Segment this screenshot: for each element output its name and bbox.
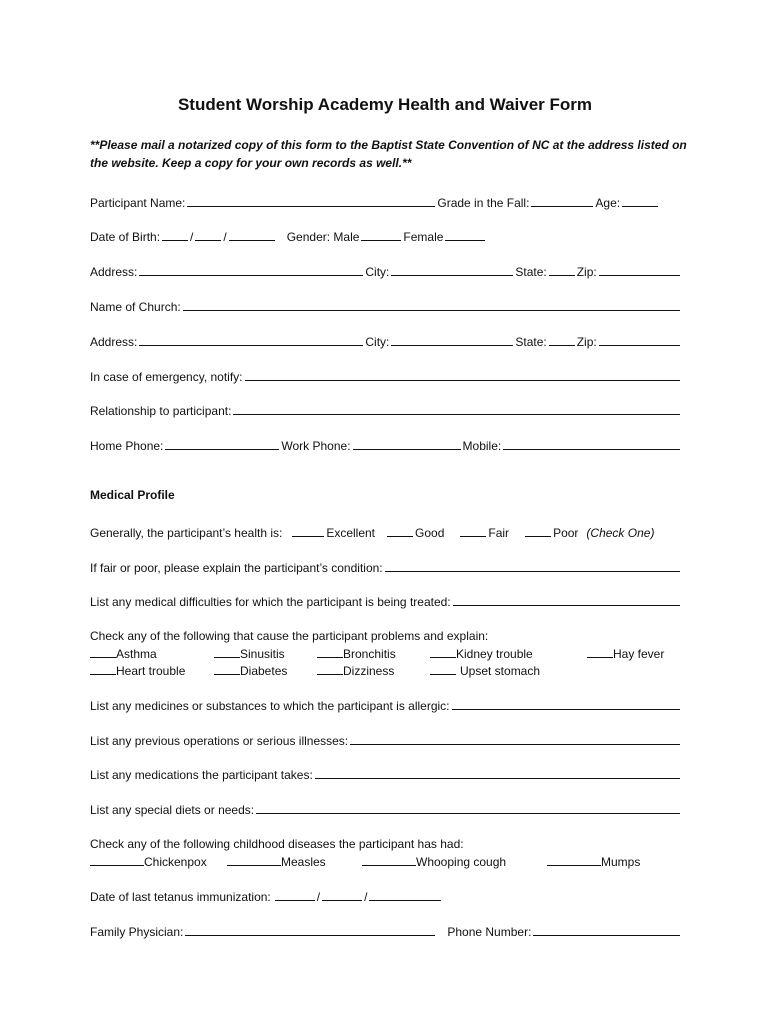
difficulties-field[interactable] xyxy=(453,592,680,606)
address-label: Address: xyxy=(90,265,138,279)
excellent-field[interactable] xyxy=(292,523,324,537)
church-city-field[interactable] xyxy=(391,332,513,346)
explain-field[interactable] xyxy=(385,558,680,572)
dob-slash-2: / xyxy=(223,230,227,244)
work-phone-field[interactable] xyxy=(353,436,461,450)
emergency-label: In case of emergency, notify: xyxy=(90,370,243,384)
tetanus-month-field[interactable] xyxy=(275,887,315,901)
disease-whooping-cough[interactable]: Whooping cough xyxy=(362,852,506,871)
church-zip-field[interactable] xyxy=(599,332,680,346)
childhood-label: Check any of the following childhood diseases the participant has had: xyxy=(90,837,464,851)
tetanus-slash-1: / xyxy=(316,890,321,904)
emergency-row xyxy=(90,367,680,385)
church-row xyxy=(90,297,680,315)
medications-field[interactable] xyxy=(315,765,680,779)
work-phone-label: Work Phone: xyxy=(281,439,351,453)
physician-label: Family Physician: xyxy=(90,925,184,939)
age-label: Age: xyxy=(595,196,621,210)
problems-label: Check any of the following that cause the participant problems and explain: xyxy=(90,629,489,643)
phones-row xyxy=(90,436,680,454)
medications-label: List any medications the participant takes: xyxy=(90,768,313,782)
state-label: State: xyxy=(515,265,547,279)
form-title: Student Worship Academy Health and Waiver Form xyxy=(177,95,593,114)
dob-year-field[interactable] xyxy=(229,227,275,241)
explain-row xyxy=(90,558,680,576)
allergic-label: List any medicines or substances to which the participant is allergic: xyxy=(90,699,450,713)
health-row xyxy=(90,523,680,541)
mailing-notice: **Please mail a notarized copy of this form to the Baptist State Convention of NC at the address listed on the website. Keep a copy for your own records as well.** xyxy=(90,138,687,170)
phone-number-label: Phone Number: xyxy=(447,925,532,939)
dob-row xyxy=(90,227,680,245)
condition-upset-stomach[interactable]: Upset stomach xyxy=(430,661,540,680)
mobile-field[interactable] xyxy=(503,436,680,450)
dob-day-field[interactable] xyxy=(195,227,221,241)
diets-row xyxy=(90,800,680,818)
dob-slash-1: / xyxy=(190,230,194,244)
tetanus-label: Date of last tetanus immunization: xyxy=(90,890,271,904)
diets-label: List any special diets or needs: xyxy=(90,803,255,817)
disease-mumps[interactable]: Mumps xyxy=(547,852,640,871)
disease-measles[interactable]: Measles xyxy=(227,852,326,871)
excellent-label: Excellent xyxy=(326,526,376,540)
allergic-field[interactable] xyxy=(452,696,680,710)
tetanus-year-field[interactable] xyxy=(369,887,441,901)
phone-number-field[interactable] xyxy=(533,922,680,936)
physician-field[interactable] xyxy=(185,922,435,936)
operations-field[interactable] xyxy=(350,731,680,745)
address-field[interactable] xyxy=(139,262,363,276)
age-field[interactable] xyxy=(622,193,658,207)
medications-row xyxy=(90,765,680,783)
gender-male-field[interactable] xyxy=(361,227,401,241)
problems-row xyxy=(90,627,680,645)
physician-row xyxy=(90,922,680,940)
church-field[interactable] xyxy=(183,297,680,311)
good-field[interactable] xyxy=(387,523,413,537)
zip-label: Zip: xyxy=(576,265,597,279)
health-label: Generally, the participant’s health is: xyxy=(90,526,283,540)
condition-dizziness[interactable]: Dizziness xyxy=(317,661,394,680)
poor-field[interactable] xyxy=(525,523,551,537)
church-address-field[interactable] xyxy=(139,332,363,346)
participant-name-row xyxy=(90,193,680,211)
emergency-field[interactable] xyxy=(245,367,680,381)
grade-field[interactable] xyxy=(531,193,593,207)
childhood-row xyxy=(90,835,680,853)
condition-hay-fever[interactable]: Hay fever xyxy=(587,644,664,663)
grade-label: Grade in the Fall: xyxy=(437,196,530,210)
mobile-label: Mobile: xyxy=(462,439,502,453)
zip-field[interactable] xyxy=(599,262,680,276)
church-city-label: City: xyxy=(365,335,390,349)
good-label: Good xyxy=(415,526,445,540)
difficulties-row xyxy=(90,592,680,610)
church-address-row xyxy=(90,332,680,350)
church-label: Name of Church: xyxy=(90,300,181,314)
church-zip-label: Zip: xyxy=(576,335,597,349)
gender-female-label: Female xyxy=(403,230,444,244)
explain-label: If fair or poor, please explain the participant’s condition: xyxy=(90,561,383,575)
address-row xyxy=(90,262,680,280)
home-phone-field[interactable] xyxy=(165,436,279,450)
condition-bronchitis[interactable]: Bronchitis xyxy=(317,644,396,663)
tetanus-row xyxy=(90,887,680,905)
gender-male-label: Gender: Male xyxy=(286,230,360,244)
poor-label: Poor xyxy=(553,526,579,540)
medical-profile-heading: Medical Profile xyxy=(90,488,175,502)
operations-label: List any previous operations or serious illnesses: xyxy=(90,734,349,748)
church-address-label: Address: xyxy=(90,335,138,349)
participant-name-field[interactable] xyxy=(187,193,435,207)
participant-name-label: Participant Name: xyxy=(90,196,186,210)
relationship-row xyxy=(90,401,680,419)
operations-row xyxy=(90,731,680,749)
difficulties-label: List any medical difficulties for which the participant is being treated: xyxy=(90,595,451,609)
relationship-field[interactable] xyxy=(233,401,680,415)
tetanus-slash-2: / xyxy=(364,890,368,904)
diets-field[interactable] xyxy=(256,800,680,814)
condition-diabetes[interactable]: Diabetes xyxy=(214,661,287,680)
disease-chickenpox[interactable]: Chickenpox xyxy=(90,852,207,871)
allergic-row xyxy=(90,696,680,714)
check-one-note: (Check One) xyxy=(586,526,655,540)
dob-label: Date of Birth: xyxy=(90,230,161,244)
home-phone-label: Home Phone: xyxy=(90,439,164,453)
city-field[interactable] xyxy=(391,262,513,276)
state-field[interactable] xyxy=(549,262,575,276)
city-label: City: xyxy=(365,265,390,279)
condition-asthma[interactable]: Asthma xyxy=(90,644,157,663)
tetanus-day-field[interactable] xyxy=(322,887,362,901)
condition-kidney-trouble[interactable]: Kidney trouble xyxy=(430,644,533,663)
condition-heart-trouble[interactable]: Heart trouble xyxy=(90,661,185,680)
relationship-label: Relationship to participant: xyxy=(90,404,232,418)
gender-female-field[interactable] xyxy=(445,227,485,241)
condition-sinusitis[interactable]: Sinusitis xyxy=(214,644,285,663)
church-state-field[interactable] xyxy=(549,332,575,346)
church-state-label: State: xyxy=(515,335,547,349)
fair-label: Fair xyxy=(488,526,510,540)
dob-month-field[interactable] xyxy=(162,227,188,241)
fair-field[interactable] xyxy=(460,523,486,537)
